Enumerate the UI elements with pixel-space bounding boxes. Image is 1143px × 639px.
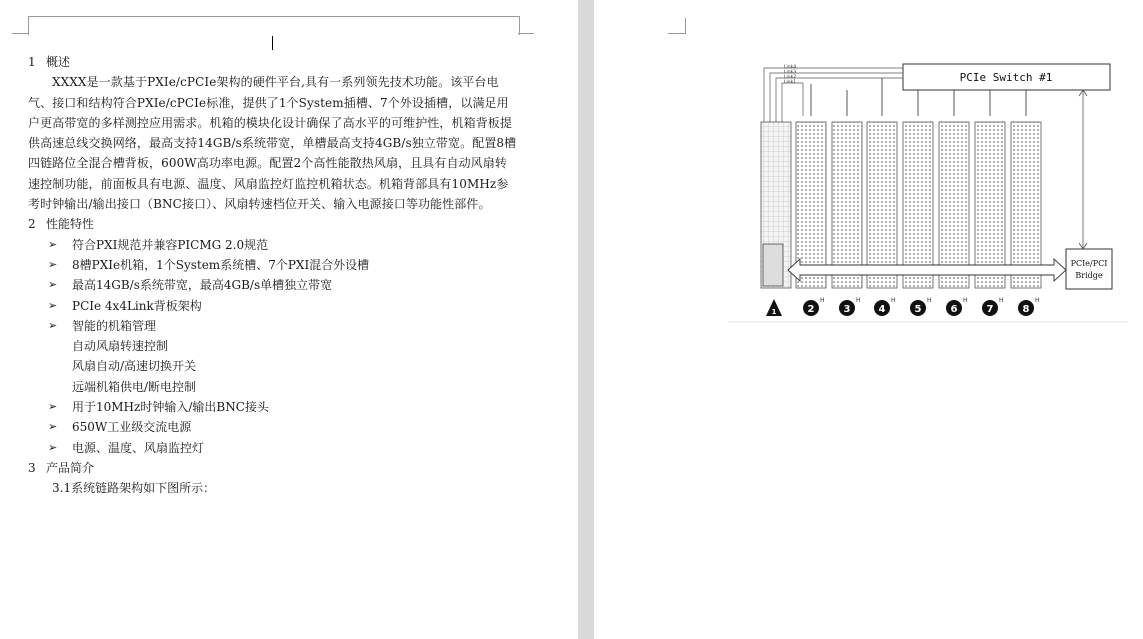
slot-card-5: [903, 90, 933, 288]
slot-card-7: [975, 90, 1005, 288]
link-label: Link3: [784, 70, 797, 75]
list-item: ➢ 电源、温度、风扇监控灯: [28, 438, 518, 458]
bullet-arrow-icon: ➢: [48, 318, 58, 332]
slot-card-4: [867, 78, 897, 288]
sys-mark: 1: [771, 308, 777, 316]
slot-card-2: [796, 84, 826, 288]
list-item: ➢ 650W工业级交流电源: [28, 417, 518, 437]
margin-corner-mark: [668, 33, 685, 34]
slot-number: [910, 297, 932, 316]
svg-text:H: H: [927, 297, 932, 304]
bullet-arrow-icon: ➢: [48, 420, 58, 434]
svg-text:H: H: [891, 297, 896, 304]
svg-text:4: 4: [878, 304, 886, 315]
bullet-arrow-icon: ➢: [48, 237, 58, 251]
slot-number: [874, 297, 896, 316]
link-label: Link4: [784, 65, 797, 70]
bullet-arrow-icon: ➢: [48, 257, 58, 271]
svg-text:H: H: [856, 297, 861, 304]
overview-paragraph: XXXX是一款基于PXIe/cPCIe架构的硬件平台,具有一系列领先技术功能。该平台电气、接口和结构符合PXIe/cPCIe标准，提供了1个System插槽、7个外设插槽，以满足用户更高带宽的多样测控应用需求。机箱的模块化设计确保了高水平的可维护性，机箱背板提供高速总线交换网络，最高支持14GB/s系统带宽，单槽最高支持4GB/s独立带宽。配置8槽四链路位全混合槽背板，600W高功率电源。配置2个高性能散热风扇，且具有自动风扇转速控制功能，前面板具有电源、温度、风扇监控灯监控机箱状态。机箱背部具有10MHz参考时钟输出/输出接口（BNC接口）、风扇转速档位开关、输入电源接口等功能性部件。: [28, 75, 517, 212]
bullet-arrow-icon: ➢: [48, 400, 58, 414]
svg-text:H: H: [963, 297, 968, 304]
svg-text:8: 8: [1022, 304, 1030, 315]
section-heading-2: 2 性能特性: [28, 217, 95, 232]
svg-text:H: H: [820, 297, 825, 304]
slot-number: [982, 297, 1004, 316]
bridge-label-1: PCIe/PCI: [1070, 259, 1108, 268]
feature-list-continued: [28, 397, 518, 458]
list-item: ➢ 最高14GB/s系统带宽，最高4GB/s单槽独立带宽: [28, 275, 518, 295]
link-label: Link1: [784, 80, 797, 85]
slot-card-3: [832, 90, 862, 288]
system-slot-card: [761, 122, 791, 288]
text-cursor: [272, 36, 273, 50]
slot-number: [803, 297, 825, 316]
svg-text:2: 2: [807, 304, 815, 315]
pcie-switch-box: [903, 64, 1110, 90]
document-body[interactable]: [28, 52, 518, 499]
slot-number: [1018, 297, 1040, 316]
header-margin-frame: [28, 16, 520, 35]
bullet-arrow-icon: ➢: [48, 440, 58, 454]
link-label: Link2: [784, 75, 797, 80]
margin-corner-mark: [685, 18, 686, 34]
slot-numbers: [766, 297, 1040, 316]
switch-label: PCIe Switch #1: [959, 71, 1053, 84]
svg-text:7: 7: [986, 304, 994, 315]
svg-text:3: 3: [843, 304, 851, 315]
feature-list: [28, 235, 518, 336]
svg-text:H: H: [1035, 297, 1040, 304]
slot-number: [946, 297, 968, 316]
bullet-arrow-icon: ➢: [48, 278, 58, 292]
margin-corner-mark: [518, 33, 534, 34]
bridge-box: [1066, 249, 1112, 289]
section-heading-3: 3 产品简介: [28, 460, 95, 475]
sub-item: 自动风扇转速控制: [72, 339, 169, 354]
page-gutter: [578, 0, 594, 639]
slot-number: [839, 297, 861, 316]
svg-text:H: H: [999, 297, 1004, 304]
list-item: ➢ 用于10MHz时钟输入/输出BNC接头: [28, 397, 518, 417]
slot-card-6: [939, 90, 969, 288]
section-heading-1: 1 概述: [28, 55, 71, 69]
svg-text:6: 6: [950, 304, 958, 315]
slot-card-8: [1011, 90, 1041, 288]
list-item: ➢ 智能的机箱管理: [28, 316, 518, 336]
list-item: ➢ 符合PXI规范并兼容PICMG 2.0规范: [28, 235, 518, 255]
switch-to-bridge-line: [1079, 90, 1087, 249]
margin-corner-mark: [12, 33, 28, 34]
bullet-arrow-icon: ➢: [48, 298, 58, 312]
list-item: ➢ PCIe 4x4Link背板架构: [28, 296, 518, 316]
system-link-diagram: [728, 56, 1128, 324]
sub-item: 风扇自动/高速切换开关: [72, 359, 197, 374]
sub-item: 远端机箱供电/断电控制: [72, 379, 197, 394]
svg-text:5: 5: [914, 304, 922, 315]
list-item: ➢ 8槽PXIe机箱，1个System系统槽、7个PXI混合外设槽: [28, 255, 518, 275]
subsection-3-1: 3.1系统链路架构如下图所示：: [52, 481, 216, 496]
bridge-label-2: Bridge: [1075, 271, 1103, 280]
